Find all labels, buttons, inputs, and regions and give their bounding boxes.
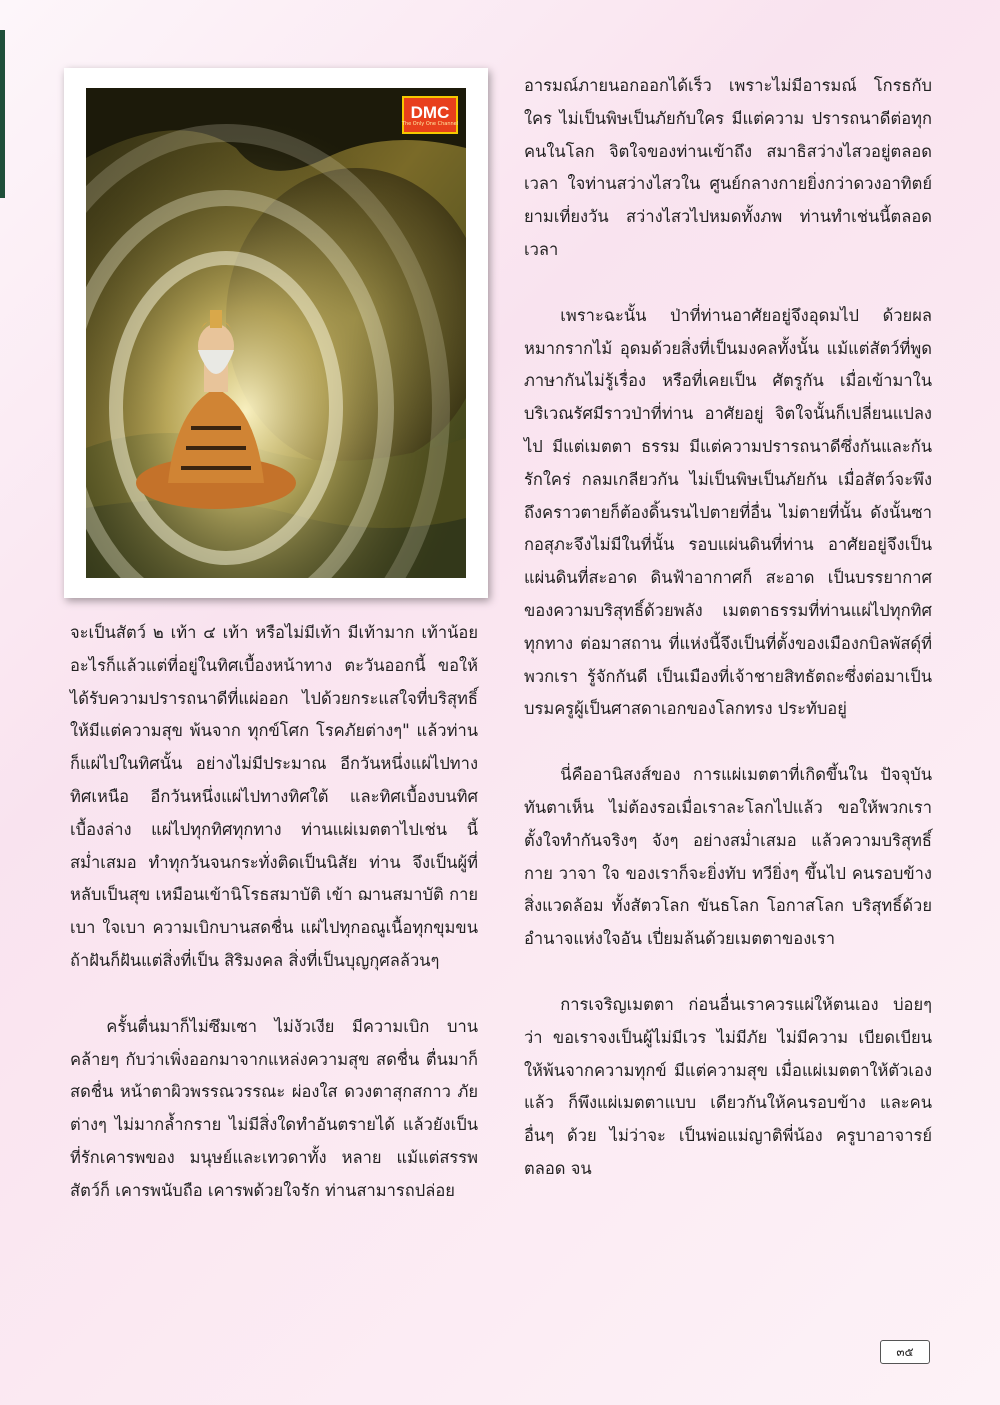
page-number: ๓๕: [880, 1340, 930, 1364]
logo-text: DMC: [410, 102, 450, 122]
dmc-logo: [402, 96, 458, 134]
right-text-column: [524, 70, 932, 1186]
left-text-column: [70, 617, 478, 1208]
cave-scene-drawing: [86, 88, 466, 578]
logo-subtext: The Only One Channel: [401, 120, 459, 127]
side-accent-bar: [0, 30, 5, 198]
paragraph: อารมณ์ภายนอกออกได้เร็ว เพราะไม่มีอารมณ์ โกรธกับใคร ไม่เป็นพิษเป็นภัยกับใคร มีแต่ความ ปรารถนาดีต่อทุกคนในโลก จิตใจของท่านเข้าถึง สมาธิสว่างไสวอยู่ตลอดเวลา ใจท่านสว่างไสวใน ศูนย์กลางกายยิ่งกว่าดวงอาทิตย์ยามเที่ยงวัน สว่างไสวไปหมดทั้งภพ ท่านทำเช่นนี้ตลอดเวลา: [524, 76, 932, 259]
paragraph: นี่คืออานิสงส์ของ การแผ่เมตตาที่เกิดขึ้นใน ปัจจุบันทันตาเห็น ไม่ต้องรอเมื่อเราละโลกไปแล้ว ขอให้พวกเราตั้งใจทำกันจริงๆ จังๆ อย่างสม่ำเสมอ แล้วความบริสุทธิ์กาย วาจา ใจ ของเราก็จะยิ่งทับ ทวียิ่งๆ ขึ้นไป คนรอบข้างสิ่งแวดล้อม ทั้งสัตวโลก ขันธโลก โอกาสโลก บริสุทธิ์ด้วยอำนาจแห่งใจอัน เปี่ยมล้นด้วยเมตตาของเรา: [524, 765, 932, 949]
paragraph: จะเป็นสัตว์ ๒ เท้า ๔ เท้า หรือไม่มีเท้า มีเท้ามาก เท้าน้อย อะไรก็แล้วแต่ที่อยู่ในทิศเบื้องหน้าทาง ตะวันออกนี้ ขอให้ได้รับความปรารถนาดีที่แผ่ออก ไปด้วยกระแสใจที่บริสุทธิ์ ให้มีแต่ความสุข พ้นจาก ทุกข์โศก โรคภัยต่างๆ" แล้วท่านก็แผ่ไปในทิศนั้น อย่างไม่มีประมาณ อีกวันหนึ่งแผ่ไปทางทิศเหนือ อีกวันหนึ่งแผ่ไปทางทิศใต้ และทิศเบื้องบนทิศ เบื้องล่าง แผ่ไปทุกทิศทุกทาง ท่านแผ่เมตตาไปเช่น นี้สม่ำเสมอ ทำทุกวันจนกระทั่งติดเป็นนิสัย ท่าน จึงเป็นผู้ที่หลับเป็นสุข เหมือนเข้านิโรธสมาบัติ เข้า ฌานสมาบัติ กายเบา ใจเบา ความเบิกบานสดชื่น แผ่ไปทุกอณูเนื้อทุกขุมขน ถ้าฝันก็ฝันแต่สิ่งที่เป็น สิริมงคล สิ่งที่เป็นบุญกุศลล้วนๆ: [70, 623, 478, 970]
paragraph: การเจริญเมตตา ก่อนอื่นเราควรแผ่ให้ตนเอง บ่อยๆ ว่า ขอเราจงเป็นผู้ไม่มีเวร ไม่มีภัย ไม่มีความ เบียดเบียน ให้พ้นจากความทุกข์ มีแต่ความสุข เมื่อแผ่เมตตาให้ตัวเองแล้ว ก็พึงแผ่เมตตาแบบ เดียวกันให้คนรอบข้าง และคนอื่นๆ ด้วย ไม่ว่าจะ เป็นพ่อแม่ญาติพี่น้อง ครูบาอาจารย์ตลอด จน: [524, 994, 932, 1178]
meditating-hermit-illustration: [86, 88, 466, 578]
illustration-frame: [64, 68, 488, 598]
paragraph: ครั้นตื่นมาก็ไม่ซึมเซา ไม่งัวเงีย มีความเบิก บานคล้ายๆ กับว่าเพิ่งออกมาจากแหล่งความสุข สดชื่น ตื่นมาก็สดชื่น หน้าตาผิวพรรณวรรณะ ผ่องใส ดวงตาสุกสกาว ภัยต่างๆ ไม่มากล้ำกราย ไม่มีสิ่งใดทำอันตรายได้ แล้วยังเป็นที่รักเคารพของ มนุษย์และเทวดาทั้ง หลาย แม้แต่สรรพสัตว์ก็ เคารพนับถือ เคารพด้วยใจรัก ท่านสามารถปล่อย: [70, 1016, 478, 1200]
paragraph: เพราะฉะนั้น ป่าที่ท่านอาศัยอยู่จึงอุดมไป ด้วยผลหมากรากไม้ อุดมด้วยสิ่งที่เป็นมงคลทั้งนั้น แม้แต่สัตว์ที่พูดภาษากันไม่รู้เรื่อง หรือที่เคยเป็น ศัตรูกัน เมื่อเข้ามาในบริเวณรัศมีราวป่าที่ท่าน อาศัยอยู่ จิตใจนั้นก็เปลี่ยนแปลงไป มีแต่เมตตา ธรรม มีแต่ความปรารถนาดีซึ่งกันและกัน รักใคร่ กลมเกลียวกัน ไม่เป็นพิษเป็นภัยกัน เมื่อสัตว์จะพึง ถึงคราวตายก็ต้องดิ้นรนไปตายที่อื่น ไม่ตายที่นั้น ดังนั้นซากอสุภะจึงไม่มีในที่นั้น รอบแผ่นดินที่ท่าน อาศัยอยู่จึงเป็นแผ่นดินที่สะอาด ดินฟ้าอากาศก็ สะอาด เป็นบรรยากาศของความบริสุทธิ์ด้วยพลัง เมตตาธรรมที่ท่านแผ่ไปทุกทิศทุกทาง ต่อมาสถาน ที่แห่งนี้จึงเป็นที่ตั้งของเมืองกบิลพัสดุ์ที่พวกเรา รู้จักกันดี เป็นเมืองที่เจ้าชายสิทธัตถะซึ่งต่อมาเป็น บรมครูผู้เป็นศาสดาเอกของโลกทรง ประทับอยู่: [524, 305, 932, 719]
